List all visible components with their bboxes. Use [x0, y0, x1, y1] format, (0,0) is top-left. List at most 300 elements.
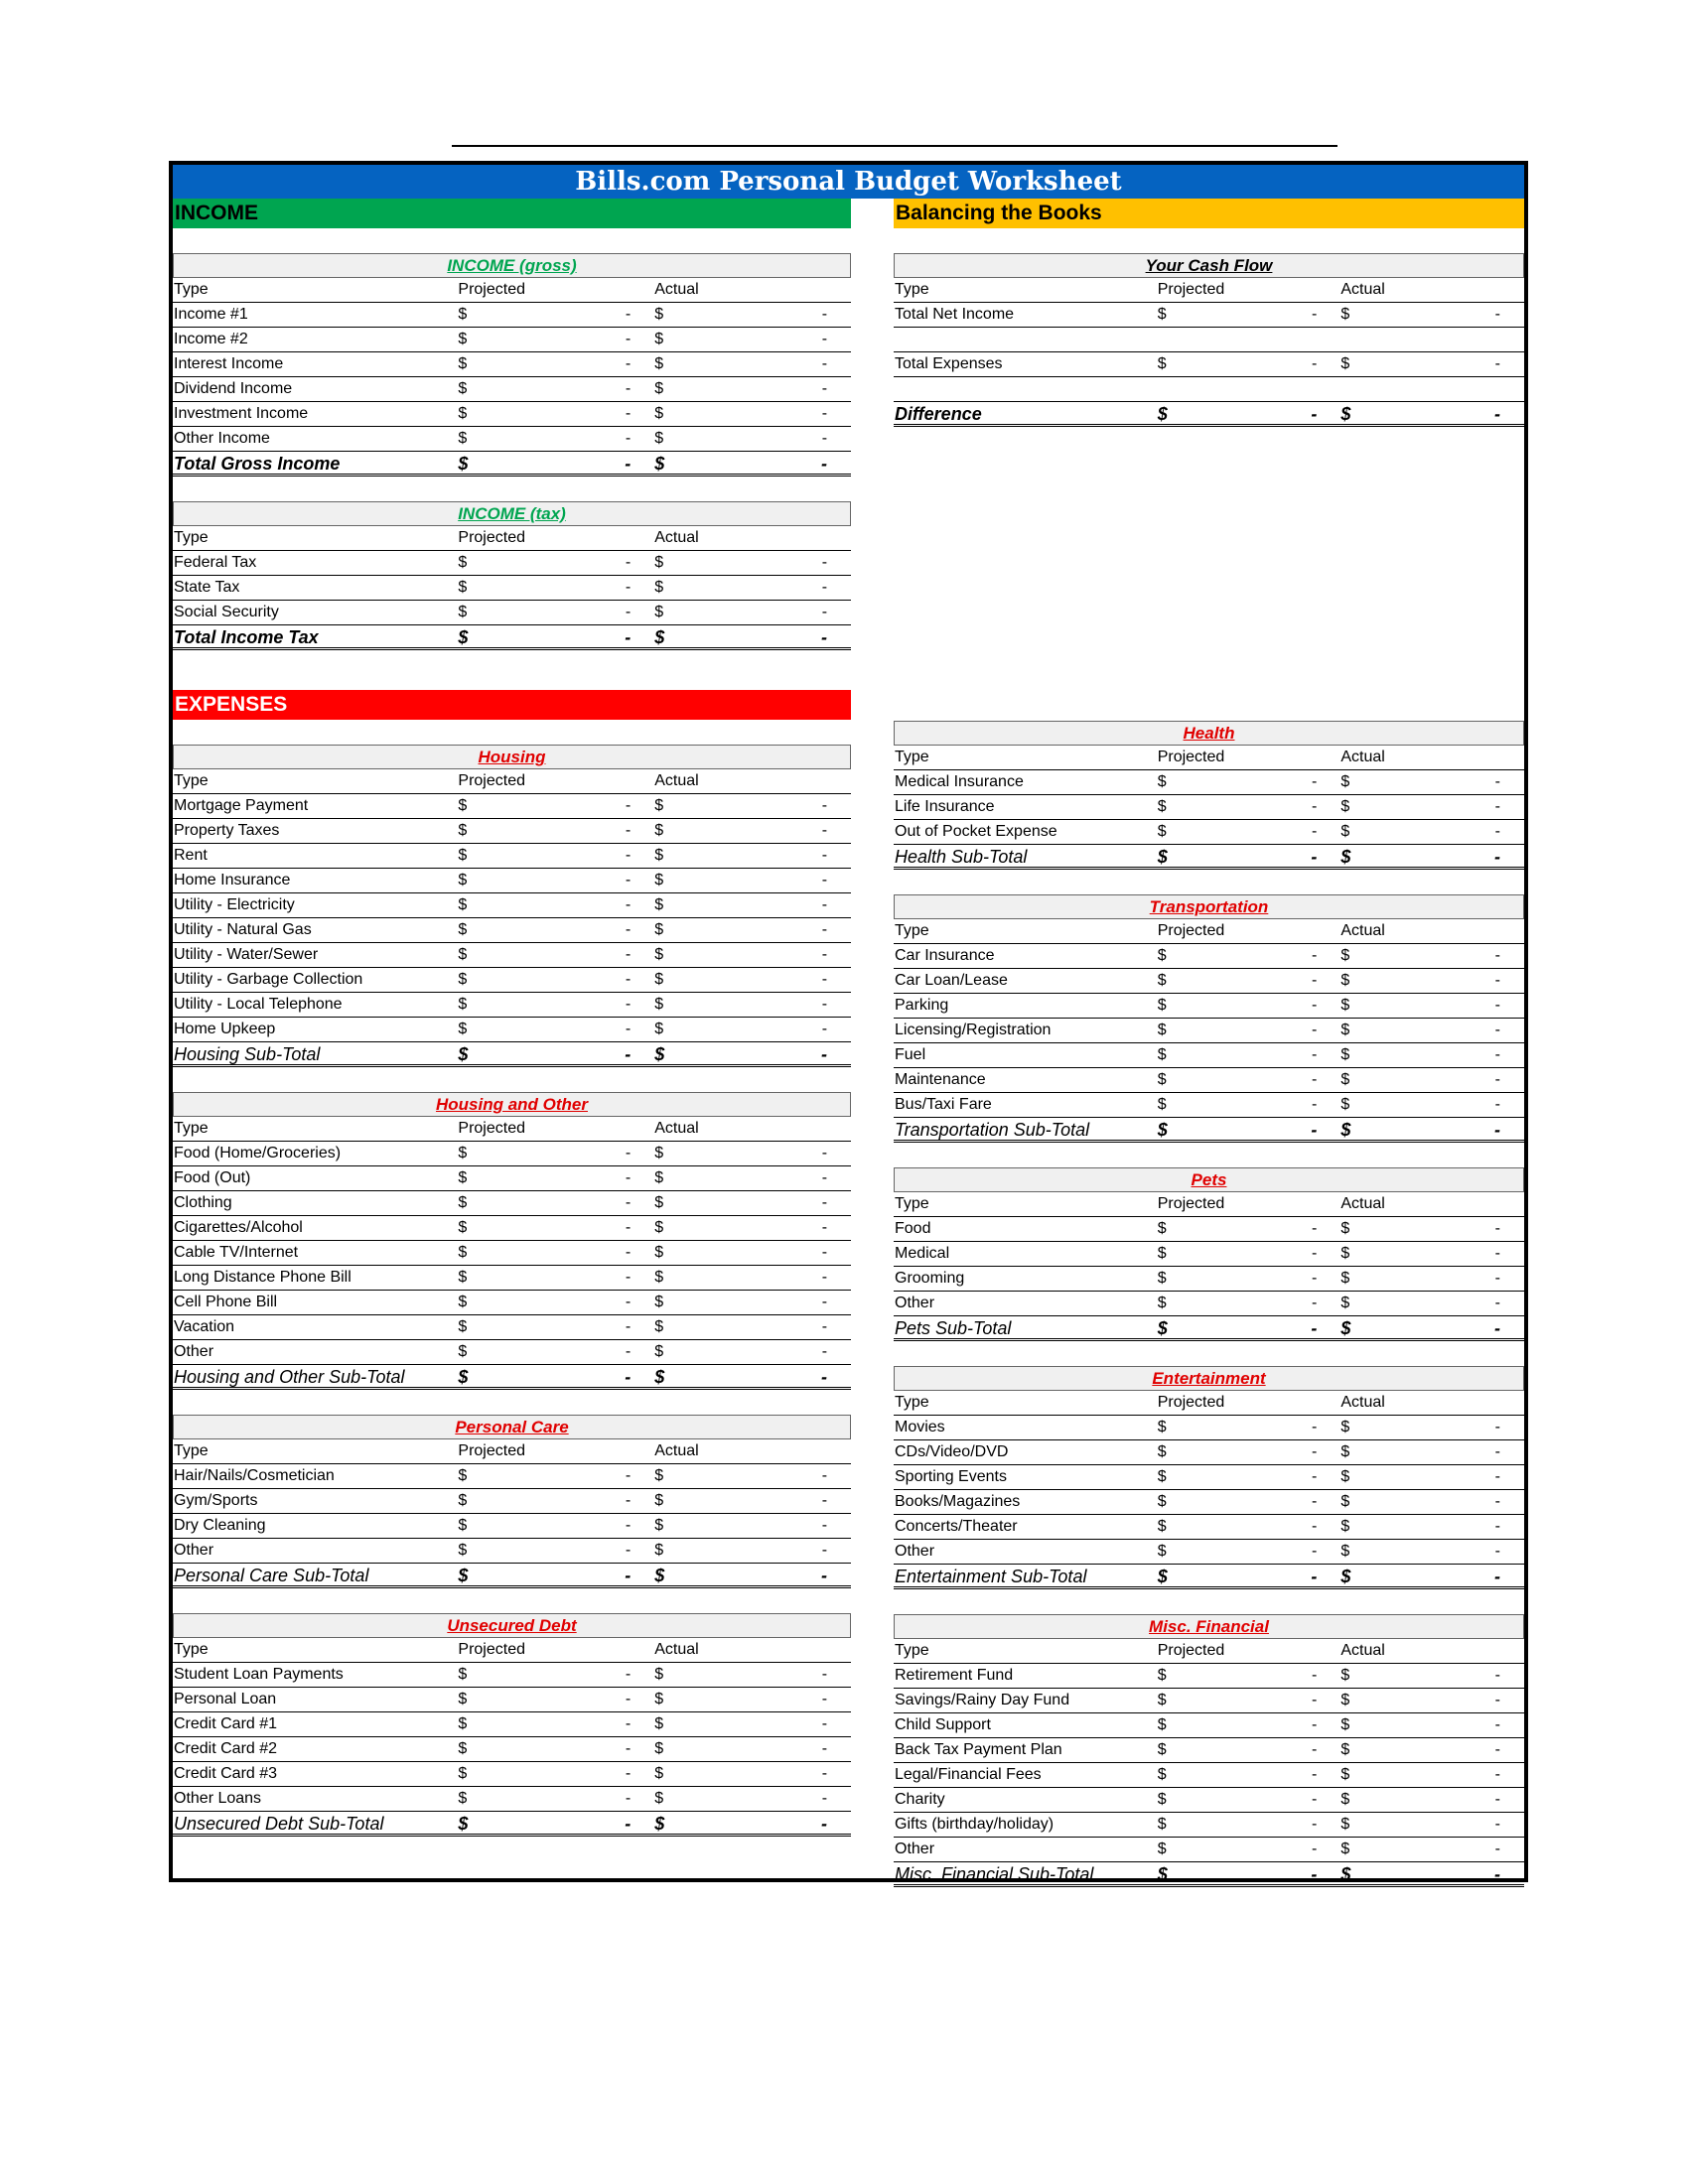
row-label: Back Tax Payment Plan	[895, 1741, 1062, 1758]
actual-amount[interactable]	[654, 1266, 851, 1290]
row-label: Utility - Garbage Collection	[174, 971, 363, 988]
actual-amount[interactable]	[1340, 1019, 1524, 1042]
col-projected-header: Projected	[458, 1120, 525, 1137]
table-row	[894, 994, 1524, 1019]
actual-amount[interactable]	[654, 1812, 851, 1834]
column-header-row	[173, 1638, 851, 1663]
row-label: Other Loans	[174, 1790, 262, 1807]
projected-amount[interactable]	[458, 1712, 654, 1736]
actual-amount[interactable]	[654, 1340, 851, 1364]
table-row	[173, 943, 851, 968]
projected-amount[interactable]	[458, 893, 654, 917]
amount-value: -	[1494, 1841, 1500, 1857]
projected-amount[interactable]	[458, 1166, 654, 1190]
col-actual-header: Actual	[654, 1442, 699, 1459]
projected-amount[interactable]	[458, 1365, 654, 1387]
table-row	[894, 1490, 1524, 1515]
currency-sign: $	[654, 380, 664, 397]
actual-amount[interactable]	[654, 427, 851, 451]
row-label: Federal Tax	[174, 554, 257, 571]
projected-amount[interactable]	[458, 1564, 654, 1585]
actual-amount[interactable]	[654, 1142, 851, 1165]
projected-amount[interactable]	[458, 1266, 654, 1290]
actual-amount[interactable]	[1340, 402, 1524, 424]
currency-sign: $	[1157, 947, 1167, 964]
total-row	[173, 452, 851, 477]
projected-amount[interactable]	[458, 1489, 654, 1513]
projected-amount[interactable]	[458, 402, 654, 426]
currency-sign: $	[458, 331, 468, 347]
table-row	[894, 1465, 1524, 1490]
projected-amount[interactable]	[1158, 1788, 1341, 1812]
projected-amount[interactable]	[1158, 969, 1341, 993]
projected-amount[interactable]	[458, 794, 654, 818]
projected-amount[interactable]	[458, 1018, 654, 1041]
col-projected-header: Projected	[1157, 281, 1225, 298]
projected-amount[interactable]	[1158, 1043, 1341, 1067]
amount-value: -	[821, 996, 828, 1013]
amount-value: -	[821, 554, 828, 571]
actual-amount[interactable]	[654, 551, 851, 575]
amount-value: -	[1493, 1864, 1500, 1884]
actual-amount[interactable]	[654, 303, 851, 327]
amount-value: -	[1494, 798, 1500, 815]
amount-value: -	[1312, 1295, 1318, 1311]
actual-amount[interactable]	[1340, 795, 1524, 819]
table-row	[173, 328, 851, 352]
projected-amount[interactable]	[1158, 1763, 1341, 1787]
projected-amount[interactable]	[1158, 770, 1341, 794]
projected-amount[interactable]	[1158, 1713, 1341, 1737]
projected-amount[interactable]	[458, 1762, 654, 1786]
row-label: CDs/Video/DVD	[895, 1443, 1009, 1460]
projected-amount[interactable]	[458, 1142, 654, 1165]
actual-amount[interactable]	[654, 1489, 851, 1513]
actual-amount[interactable]	[1340, 1664, 1524, 1688]
projected-amount[interactable]	[1158, 1664, 1341, 1688]
actual-amount[interactable]	[1340, 1217, 1524, 1241]
actual-amount[interactable]	[1340, 1316, 1524, 1338]
currency-sign: $	[1157, 1270, 1167, 1287]
currency-sign: $	[1340, 1493, 1350, 1510]
income-tax-table	[173, 501, 851, 650]
projected-amount[interactable]	[458, 427, 654, 451]
amount-value: -	[821, 1219, 828, 1236]
actual-amount[interactable]	[1340, 944, 1524, 968]
projected-amount[interactable]	[458, 1663, 654, 1687]
table-row	[173, 1018, 851, 1042]
projected-amount[interactable]	[458, 625, 654, 647]
actual-amount[interactable]	[1340, 1292, 1524, 1315]
currency-sign: $	[654, 1194, 664, 1211]
actual-amount[interactable]	[654, 1712, 851, 1736]
actual-amount[interactable]	[1340, 1813, 1524, 1837]
housing-other-table	[173, 1092, 851, 1390]
projected-amount[interactable]	[1158, 402, 1341, 424]
row-label: Credit Card #3	[174, 1765, 278, 1782]
amount-value: -	[821, 1244, 828, 1261]
actual-amount[interactable]	[1340, 1763, 1524, 1787]
projected-amount[interactable]	[458, 1787, 654, 1811]
actual-amount[interactable]	[1340, 1515, 1524, 1539]
actual-amount[interactable]	[1340, 1267, 1524, 1291]
col-type-header: Type	[174, 529, 209, 546]
amount-value: -	[821, 971, 828, 988]
projected-amount[interactable]	[458, 993, 654, 1017]
actual-amount[interactable]	[654, 844, 851, 868]
table-row	[894, 969, 1524, 994]
projected-amount[interactable]	[1158, 1316, 1341, 1338]
amount-value: -	[821, 1517, 828, 1534]
worksheet-title: Bills.com Personal Budget Worksheet	[173, 165, 1524, 199]
actual-amount[interactable]	[654, 452, 851, 474]
column-header-row	[173, 526, 851, 551]
subtotal-row	[894, 1316, 1524, 1341]
projected-amount[interactable]	[458, 1737, 654, 1761]
actual-amount[interactable]	[654, 377, 851, 401]
actual-amount[interactable]	[654, 1365, 851, 1387]
actual-amount[interactable]	[654, 352, 851, 376]
currency-sign: $	[1340, 1791, 1350, 1808]
actual-amount[interactable]	[1340, 1068, 1524, 1092]
actual-amount[interactable]	[654, 1787, 851, 1811]
actual-amount[interactable]	[1340, 1093, 1524, 1117]
row-label: Health Sub-Total	[895, 847, 1028, 867]
projected-amount[interactable]	[1158, 1217, 1341, 1241]
actual-amount[interactable]	[654, 1737, 851, 1761]
actual-amount[interactable]	[1340, 1838, 1524, 1861]
actual-amount[interactable]	[654, 402, 851, 426]
total-row	[173, 625, 851, 650]
currency-sign: $	[1340, 1543, 1350, 1560]
col-actual-header: Actual	[654, 281, 699, 298]
table-row	[894, 1043, 1524, 1068]
projected-amount[interactable]	[458, 1464, 654, 1488]
currency-sign: $	[654, 1318, 664, 1335]
cash-flow-table	[894, 253, 1524, 427]
projected-amount[interactable]	[458, 1539, 654, 1563]
projected-amount[interactable]	[458, 303, 654, 327]
amount-value: -	[1312, 972, 1318, 989]
amount-value: -	[1493, 1120, 1500, 1140]
table-row	[173, 1142, 851, 1166]
currency-sign: $	[1157, 972, 1167, 989]
projected-amount[interactable]	[1158, 1093, 1341, 1117]
projected-amount[interactable]	[1158, 1440, 1341, 1464]
actual-amount[interactable]	[1340, 820, 1524, 844]
projected-amount[interactable]	[458, 1241, 654, 1265]
projected-amount[interactable]	[458, 452, 654, 474]
amount-value: -	[1311, 1318, 1318, 1338]
projected-amount[interactable]	[1158, 1267, 1341, 1291]
actual-amount[interactable]	[654, 918, 851, 942]
row-label: Food (Home/Groceries)	[174, 1145, 342, 1161]
income-header: INCOME	[173, 199, 851, 228]
actual-amount[interactable]	[654, 1564, 851, 1585]
actual-amount[interactable]	[1340, 352, 1524, 376]
col-projected-header: Projected	[1157, 1642, 1225, 1659]
row-label: Retirement Fund	[895, 1667, 1014, 1684]
amount-value: -	[1311, 1567, 1318, 1586]
projected-amount[interactable]	[1158, 1490, 1341, 1514]
currency-sign: $	[1157, 1096, 1167, 1113]
row-label: Grooming	[895, 1270, 965, 1287]
row-label: Other	[174, 1343, 214, 1360]
row-label: Dry Cleaning	[174, 1517, 266, 1534]
row-label: Medical	[895, 1245, 950, 1262]
projected-amount[interactable]	[458, 1514, 654, 1538]
currency-sign: $	[1340, 1766, 1350, 1783]
amount-value: -	[821, 1194, 828, 1211]
currency-sign: $	[458, 604, 468, 620]
projected-amount[interactable]	[458, 576, 654, 600]
amount-value: -	[625, 604, 632, 620]
column-header-row	[894, 746, 1524, 770]
actual-amount[interactable]	[1340, 994, 1524, 1018]
column-header-row	[894, 1639, 1524, 1664]
balancing-header: Balancing the Books	[894, 199, 1524, 228]
column-header-row	[894, 1192, 1524, 1217]
projected-amount[interactable]	[458, 1042, 654, 1064]
row-label: Property Taxes	[174, 822, 280, 839]
actual-amount[interactable]	[1340, 1565, 1524, 1586]
amount-value: -	[625, 454, 632, 474]
actual-amount[interactable]	[1340, 1689, 1524, 1712]
subtotal-row	[173, 1812, 851, 1837]
actual-amount[interactable]	[1340, 1465, 1524, 1489]
amount-value: -	[821, 1492, 828, 1509]
projected-amount[interactable]	[1158, 944, 1341, 968]
actual-amount[interactable]	[654, 1663, 851, 1687]
table-row	[173, 1241, 851, 1266]
projected-amount[interactable]	[458, 869, 654, 892]
currency-sign: $	[458, 1318, 468, 1335]
actual-amount[interactable]	[1340, 303, 1524, 327]
projected-amount[interactable]	[458, 844, 654, 868]
actual-amount[interactable]	[654, 968, 851, 992]
projected-amount[interactable]	[458, 1191, 654, 1215]
currency-sign: $	[458, 1269, 468, 1286]
actual-amount[interactable]	[654, 819, 851, 843]
table-row	[894, 1019, 1524, 1043]
projected-amount[interactable]	[458, 352, 654, 376]
actual-amount[interactable]	[654, 943, 851, 967]
amount-value: -	[1494, 823, 1500, 840]
amount-value: -	[1494, 1518, 1500, 1535]
actual-amount[interactable]	[654, 1042, 851, 1064]
amount-value: -	[1494, 1816, 1500, 1833]
projected-amount[interactable]	[1158, 1565, 1341, 1586]
currency-sign: $	[1157, 1716, 1167, 1733]
col-actual-header: Actual	[654, 529, 699, 546]
projected-amount[interactable]	[458, 968, 654, 992]
col-type-header: Type	[174, 281, 209, 298]
currency-sign: $	[654, 1566, 665, 1585]
actual-amount[interactable]	[1340, 845, 1524, 867]
table-row	[173, 1315, 851, 1340]
amount-value: -	[821, 896, 828, 913]
currency-sign: $	[1157, 1791, 1167, 1808]
currency-sign: $	[1340, 1295, 1350, 1311]
projected-amount[interactable]	[1158, 1019, 1341, 1042]
actual-amount[interactable]	[654, 328, 851, 351]
projected-amount[interactable]	[1158, 1838, 1341, 1861]
projected-amount[interactable]	[1158, 1540, 1341, 1564]
actual-amount[interactable]	[1340, 1118, 1524, 1140]
table-row	[173, 1266, 851, 1291]
currency-sign: $	[458, 1740, 468, 1757]
row-label: Vacation	[174, 1318, 235, 1335]
projected-amount[interactable]	[458, 1291, 654, 1314]
amount-value: -	[821, 1269, 828, 1286]
table-caption: Entertainment	[894, 1366, 1524, 1391]
amount-value: -	[821, 1169, 828, 1186]
actual-amount[interactable]	[654, 1241, 851, 1265]
projected-amount[interactable]	[458, 551, 654, 575]
projected-amount[interactable]	[1158, 845, 1341, 867]
projected-amount[interactable]	[1158, 303, 1341, 327]
table-row	[894, 1540, 1524, 1565]
actual-amount[interactable]	[1340, 1440, 1524, 1464]
actual-amount[interactable]	[654, 1514, 851, 1538]
currency-sign: $	[458, 1492, 468, 1509]
currency-sign: $	[654, 1244, 664, 1261]
table-caption: Unsecured Debt	[173, 1613, 851, 1638]
actual-amount[interactable]	[654, 1216, 851, 1240]
actual-amount[interactable]	[654, 1018, 851, 1041]
actual-amount[interactable]	[654, 1191, 851, 1215]
table-row	[173, 819, 851, 844]
projected-amount[interactable]	[458, 1812, 654, 1834]
actual-amount[interactable]	[654, 576, 851, 600]
currency-sign: $	[458, 971, 468, 988]
currency-sign: $	[654, 355, 664, 372]
table-row	[894, 1515, 1524, 1540]
actual-amount[interactable]	[1340, 1540, 1524, 1564]
table-caption: INCOME (tax)	[173, 501, 851, 526]
amount-value: -	[625, 847, 632, 864]
projected-amount[interactable]	[1158, 1862, 1341, 1884]
table-row	[173, 1787, 851, 1812]
actual-amount[interactable]	[1340, 770, 1524, 794]
row-label: Credit Card #1	[174, 1715, 278, 1732]
table-row	[894, 1813, 1524, 1838]
actual-amount[interactable]	[654, 893, 851, 917]
actual-amount[interactable]	[654, 1762, 851, 1786]
amount-value: -	[821, 872, 828, 888]
projected-amount[interactable]	[1158, 820, 1341, 844]
row-label: Sporting Events	[895, 1468, 1007, 1485]
currency-sign: $	[654, 1492, 664, 1509]
currency-sign: $	[1157, 1022, 1167, 1038]
amount-value: -	[625, 921, 632, 938]
actual-amount[interactable]	[1340, 1713, 1524, 1737]
actual-amount[interactable]	[654, 1315, 851, 1339]
projected-amount[interactable]	[1158, 352, 1341, 376]
row-label: Other Income	[174, 430, 270, 447]
amount-value: -	[625, 430, 632, 447]
amount-value: -	[1493, 1318, 1500, 1338]
currency-sign: $	[458, 822, 468, 839]
projected-amount[interactable]	[1158, 1292, 1341, 1315]
subtotal-row	[894, 1565, 1524, 1589]
projected-amount[interactable]	[458, 1216, 654, 1240]
projected-amount[interactable]	[1158, 1068, 1341, 1092]
table-row	[894, 1440, 1524, 1465]
actual-amount[interactable]	[1340, 1416, 1524, 1439]
projected-amount[interactable]	[1158, 1689, 1341, 1712]
projected-amount[interactable]	[458, 943, 654, 967]
actual-amount[interactable]	[654, 794, 851, 818]
currency-sign: $	[654, 996, 664, 1013]
currency-sign: $	[654, 1145, 664, 1161]
amount-value: -	[1312, 1046, 1318, 1063]
col-actual-header: Actual	[1340, 281, 1385, 298]
actual-amount[interactable]	[654, 1464, 851, 1488]
projected-amount[interactable]	[458, 601, 654, 624]
projected-amount[interactable]	[1158, 1118, 1341, 1140]
table-caption: INCOME (gross)	[173, 253, 851, 278]
actual-amount[interactable]	[654, 869, 851, 892]
column-header-row	[173, 769, 851, 794]
currency-sign: $	[458, 921, 468, 938]
actual-amount[interactable]	[1340, 1242, 1524, 1266]
actual-amount[interactable]	[1340, 1490, 1524, 1514]
actual-amount[interactable]	[1340, 1043, 1524, 1067]
actual-amount[interactable]	[1340, 1788, 1524, 1812]
currency-sign: $	[1157, 1318, 1168, 1338]
actual-amount[interactable]	[654, 1539, 851, 1563]
row-label: Licensing/Registration	[895, 1022, 1052, 1038]
projected-amount[interactable]	[458, 918, 654, 942]
actual-amount[interactable]	[1340, 969, 1524, 993]
actual-amount[interactable]	[654, 601, 851, 624]
projected-amount[interactable]	[458, 1315, 654, 1339]
projected-amount[interactable]	[1158, 1813, 1341, 1837]
housing-table	[173, 745, 851, 1067]
projected-amount[interactable]	[1158, 1515, 1341, 1539]
col-type-header: Type	[174, 1120, 209, 1137]
projected-amount[interactable]	[458, 377, 654, 401]
actual-amount[interactable]	[654, 1166, 851, 1190]
table-row	[173, 968, 851, 993]
row-label: Fuel	[895, 1046, 926, 1063]
currency-sign: $	[654, 822, 664, 839]
projected-amount[interactable]	[1158, 994, 1341, 1018]
row-label: Clothing	[174, 1194, 232, 1211]
projected-amount[interactable]	[458, 328, 654, 351]
row-label: Personal Loan	[174, 1691, 277, 1707]
amount-value: -	[625, 1194, 632, 1211]
projected-amount[interactable]	[458, 1340, 654, 1364]
actual-amount[interactable]	[1340, 1862, 1524, 1884]
amount-value: -	[821, 306, 828, 323]
projected-amount[interactable]	[1158, 795, 1341, 819]
actual-amount[interactable]	[1340, 1738, 1524, 1762]
projected-amount[interactable]	[458, 819, 654, 843]
projected-amount[interactable]	[1158, 1738, 1341, 1762]
actual-amount[interactable]	[654, 1291, 851, 1314]
projected-amount[interactable]	[458, 1688, 654, 1711]
currency-sign: $	[1157, 404, 1168, 424]
left-column	[173, 199, 851, 1837]
projected-amount[interactable]	[1158, 1465, 1341, 1489]
actual-amount[interactable]	[654, 993, 851, 1017]
projected-amount[interactable]	[1158, 1416, 1341, 1439]
actual-amount[interactable]	[654, 1688, 851, 1711]
actual-amount[interactable]	[654, 625, 851, 647]
projected-amount[interactable]	[1158, 1242, 1341, 1266]
